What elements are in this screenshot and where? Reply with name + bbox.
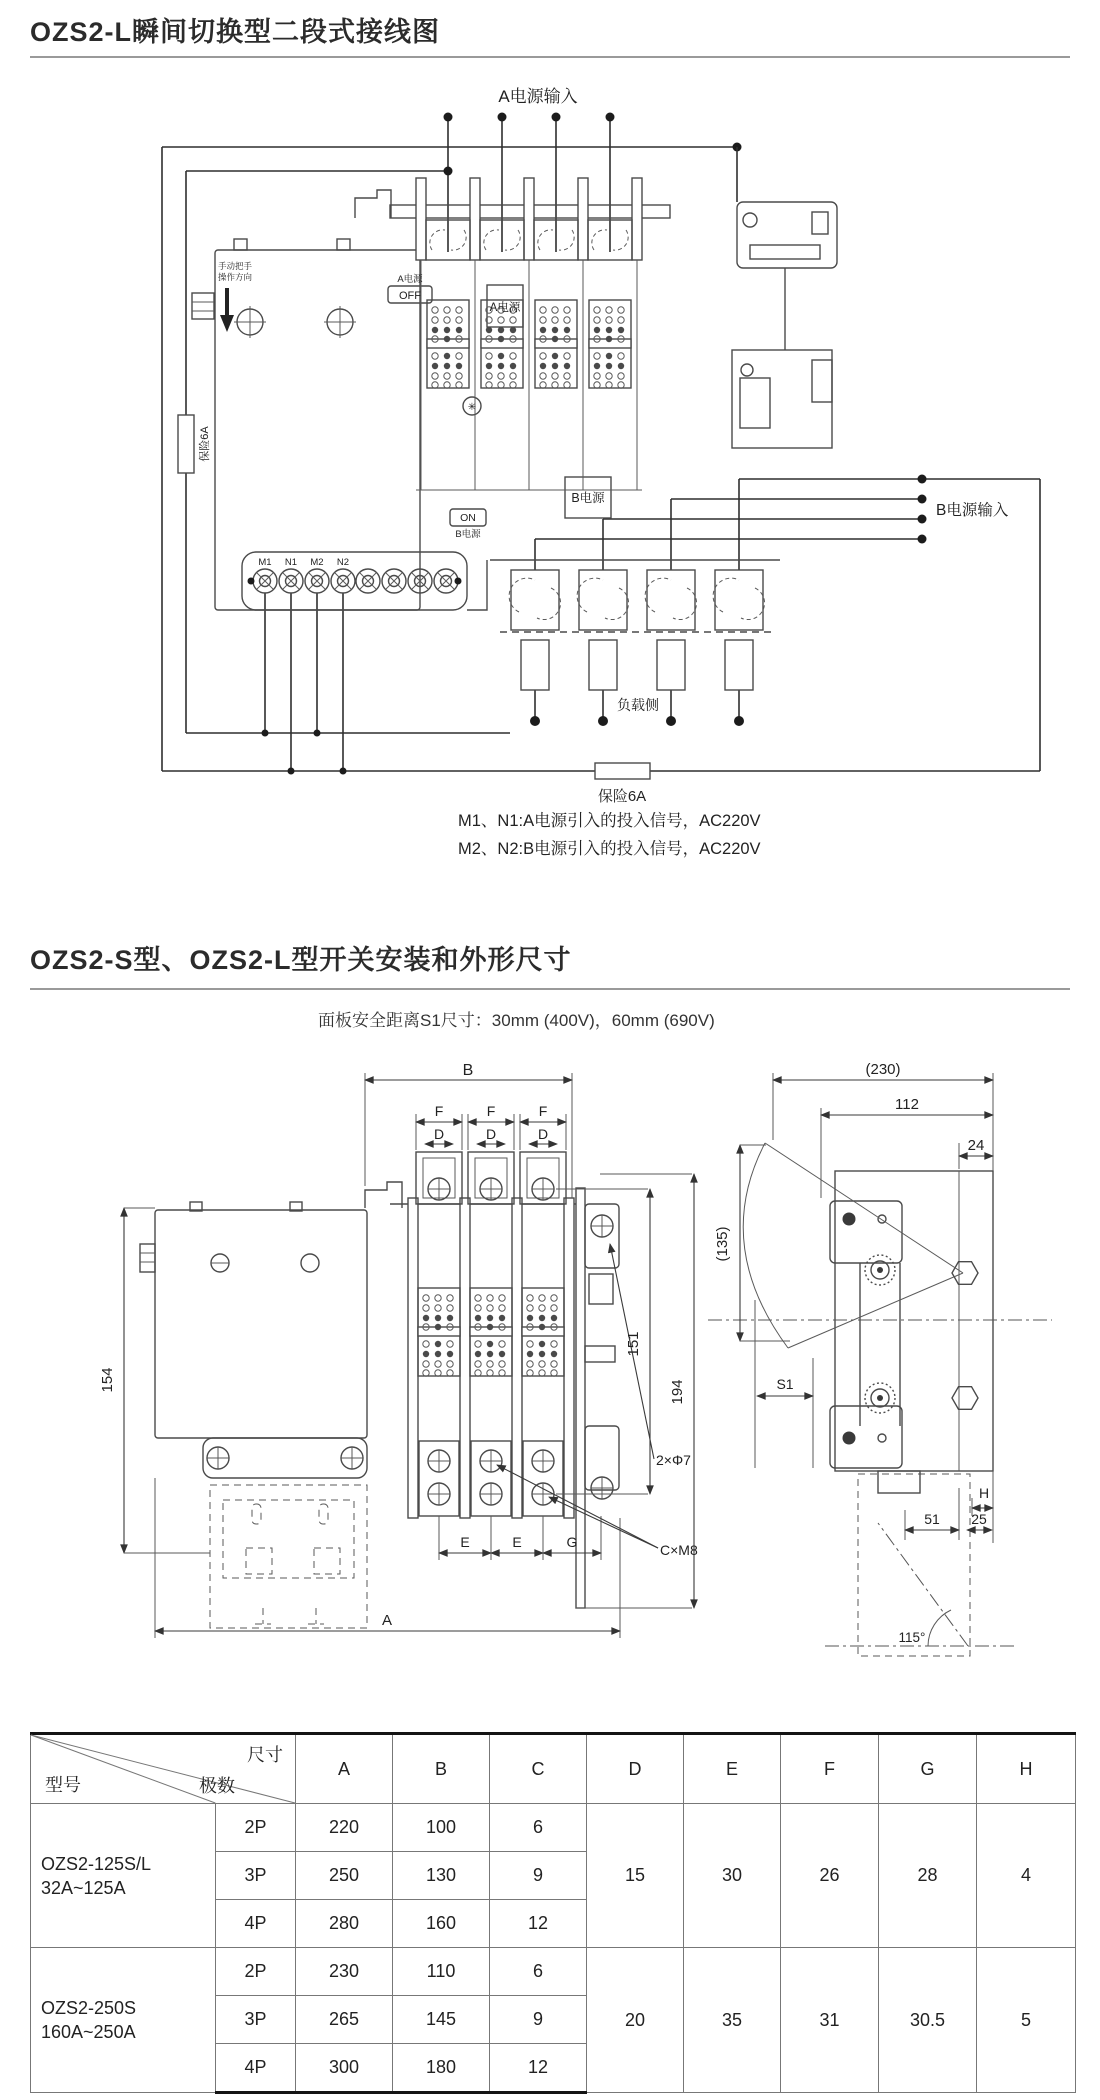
section1-divider	[30, 56, 1070, 58]
col-header-f: F	[781, 1734, 879, 1804]
dim-e-2: E	[512, 1534, 522, 1550]
dim-a: A	[381, 1612, 393, 1629]
value-cell-f: 26	[781, 1804, 879, 1948]
dimension-table	[30, 1732, 1076, 2094]
wiring-diagram	[50, 60, 1050, 860]
off-label: OFF	[399, 290, 421, 302]
table-row	[31, 1804, 1076, 1852]
wiring-note-1: M1、N1:A电源引入的投入信号，AC220V	[458, 812, 761, 830]
poles-cell: 3P	[216, 1852, 296, 1900]
dim-f-2: F	[486, 1103, 496, 1119]
b-source-box-label: B电源	[571, 491, 605, 505]
terminal-label-m2: M2	[310, 557, 324, 568]
dim-230: (230)	[865, 1061, 901, 1078]
dim-screws: C×M8	[660, 1542, 698, 1558]
poles-cell: 2P	[216, 1804, 296, 1852]
section2-divider	[30, 988, 1070, 990]
terminal-label-m1: M1	[258, 557, 272, 568]
dim-d-2: D	[485, 1126, 497, 1142]
value-cell: 145	[393, 1996, 490, 2044]
corner-model-label: 型号	[45, 1775, 81, 1795]
value-cell: 6	[490, 1948, 587, 1996]
value-cell: 280	[296, 1900, 393, 1948]
value-cell-g: 28	[879, 1804, 977, 1948]
dim-angle: 115°	[898, 1630, 926, 1645]
switch-body	[192, 178, 837, 690]
dim-51: 51	[924, 1511, 940, 1527]
col-header-b: B	[393, 1734, 490, 1804]
value-cell: 100	[393, 1804, 490, 1852]
fuse-left-symbol	[178, 415, 194, 473]
dim-112: 112	[895, 1096, 919, 1113]
terminal-label-n2: N2	[336, 557, 350, 568]
value-cell: 300	[296, 2044, 393, 2093]
dim-154: 154	[99, 1367, 116, 1393]
fuse-bottom-label: 保险6A	[597, 788, 647, 805]
b-source-small-label: B电源	[455, 529, 481, 540]
dim-d-1: D	[433, 1126, 445, 1142]
value-cell: 110	[393, 1948, 490, 1996]
poles-cell: 4P	[216, 2044, 296, 2093]
dimension-drawings	[60, 1048, 1060, 1688]
value-cell: 12	[490, 1900, 587, 1948]
dim-h: H	[978, 1485, 990, 1501]
corner-size-label: 尺寸	[247, 1745, 283, 1765]
terminal-label-n1: N1	[284, 557, 298, 568]
dim-g: G	[566, 1534, 578, 1550]
wiring-note-2: M2、N2:B电源引入的投入信号，AC220V	[458, 840, 761, 858]
dim-b: B	[462, 1062, 474, 1079]
value-cell-g: 30.5	[879, 1948, 977, 2093]
handle-label-2: 操作方向	[218, 272, 253, 282]
handle-label-1: 手动把手	[218, 261, 253, 271]
value-cell: 180	[393, 2044, 490, 2093]
front-view	[124, 1073, 694, 1638]
value-cell-h: 4	[977, 1804, 1076, 1948]
dim-holes: 2×Φ7	[656, 1452, 691, 1468]
value-cell: 12	[490, 2044, 587, 2093]
dim-194: 194	[669, 1379, 686, 1405]
value-cell: 130	[393, 1852, 490, 1900]
wires	[162, 113, 1040, 775]
value-cell-f: 31	[781, 1948, 879, 2093]
side-view	[708, 1073, 1052, 1656]
dim-e-1: E	[460, 1534, 470, 1550]
col-header-g: G	[879, 1734, 977, 1804]
corner-poles-label: 极数	[199, 1776, 235, 1796]
poles-cell: 2P	[216, 1948, 296, 1996]
value-cell: 9	[490, 1996, 587, 2044]
value-cell-e: 30	[684, 1804, 781, 1948]
value-cell: 6	[490, 1804, 587, 1852]
value-cell-e: 35	[684, 1948, 781, 2093]
value-cell-h: 5	[977, 1948, 1076, 2093]
fuse-left-label: 保险6A	[199, 426, 211, 462]
handle-direction-arrow	[220, 315, 234, 332]
a-source-box-label: A电源	[489, 302, 521, 314]
col-header-h: H	[977, 1734, 1076, 1804]
poles-cell: 4P	[216, 1900, 296, 1948]
value-cell: 160	[393, 1900, 490, 1948]
dim-25: 25	[971, 1511, 987, 1527]
col-header-c: C	[490, 1734, 587, 1804]
section1-title: OZS2-L瞬间切换型二段式接线图	[30, 17, 441, 47]
value-cell: 9	[490, 1852, 587, 1900]
section2-title: OZS2-S型、OZS2-L型开关安装和外形尺寸	[30, 945, 572, 975]
poles-cell: 3P	[216, 1996, 296, 2044]
load-side-label: 负载侧	[617, 697, 659, 713]
dim-f-3: F	[538, 1103, 548, 1119]
model-cell-250: OZS2-250S 160A~250A	[31, 1948, 216, 2093]
a-input-label: A电源输入	[498, 87, 578, 106]
value-cell: 230	[296, 1948, 393, 1996]
fuse-bottom-symbol	[595, 763, 650, 779]
value-cell: 265	[296, 1996, 393, 2044]
dim-f-1: F	[434, 1103, 444, 1119]
value-cell-d: 15	[587, 1804, 684, 1948]
b-input-label: B电源输入	[936, 502, 1009, 519]
value-cell-d: 20	[587, 1948, 684, 2093]
value-cell: 220	[296, 1804, 393, 1852]
col-header-d: D	[587, 1734, 684, 1804]
gear-glyph: ✳	[467, 402, 477, 413]
on-label: ON	[460, 512, 476, 524]
dim-135: (135)	[714, 1226, 731, 1262]
model-cell-125: OZS2-125S/L 32A~125A	[31, 1804, 216, 1948]
dim-d-3: D	[537, 1126, 549, 1142]
table-row	[31, 1948, 1076, 1996]
a-source-small-label: A电源	[397, 274, 423, 285]
value-cell: 250	[296, 1852, 393, 1900]
col-header-e: E	[684, 1734, 781, 1804]
table-corner-cell	[31, 1734, 296, 1804]
dim-24: 24	[967, 1137, 985, 1154]
dim-151: 151	[625, 1331, 642, 1357]
safety-distance-note: 面板安全距离S1尺寸：30mm (400V)，60mm (690V)	[318, 1011, 715, 1030]
col-header-a: A	[296, 1734, 393, 1804]
dim-s1: S1	[776, 1376, 794, 1392]
